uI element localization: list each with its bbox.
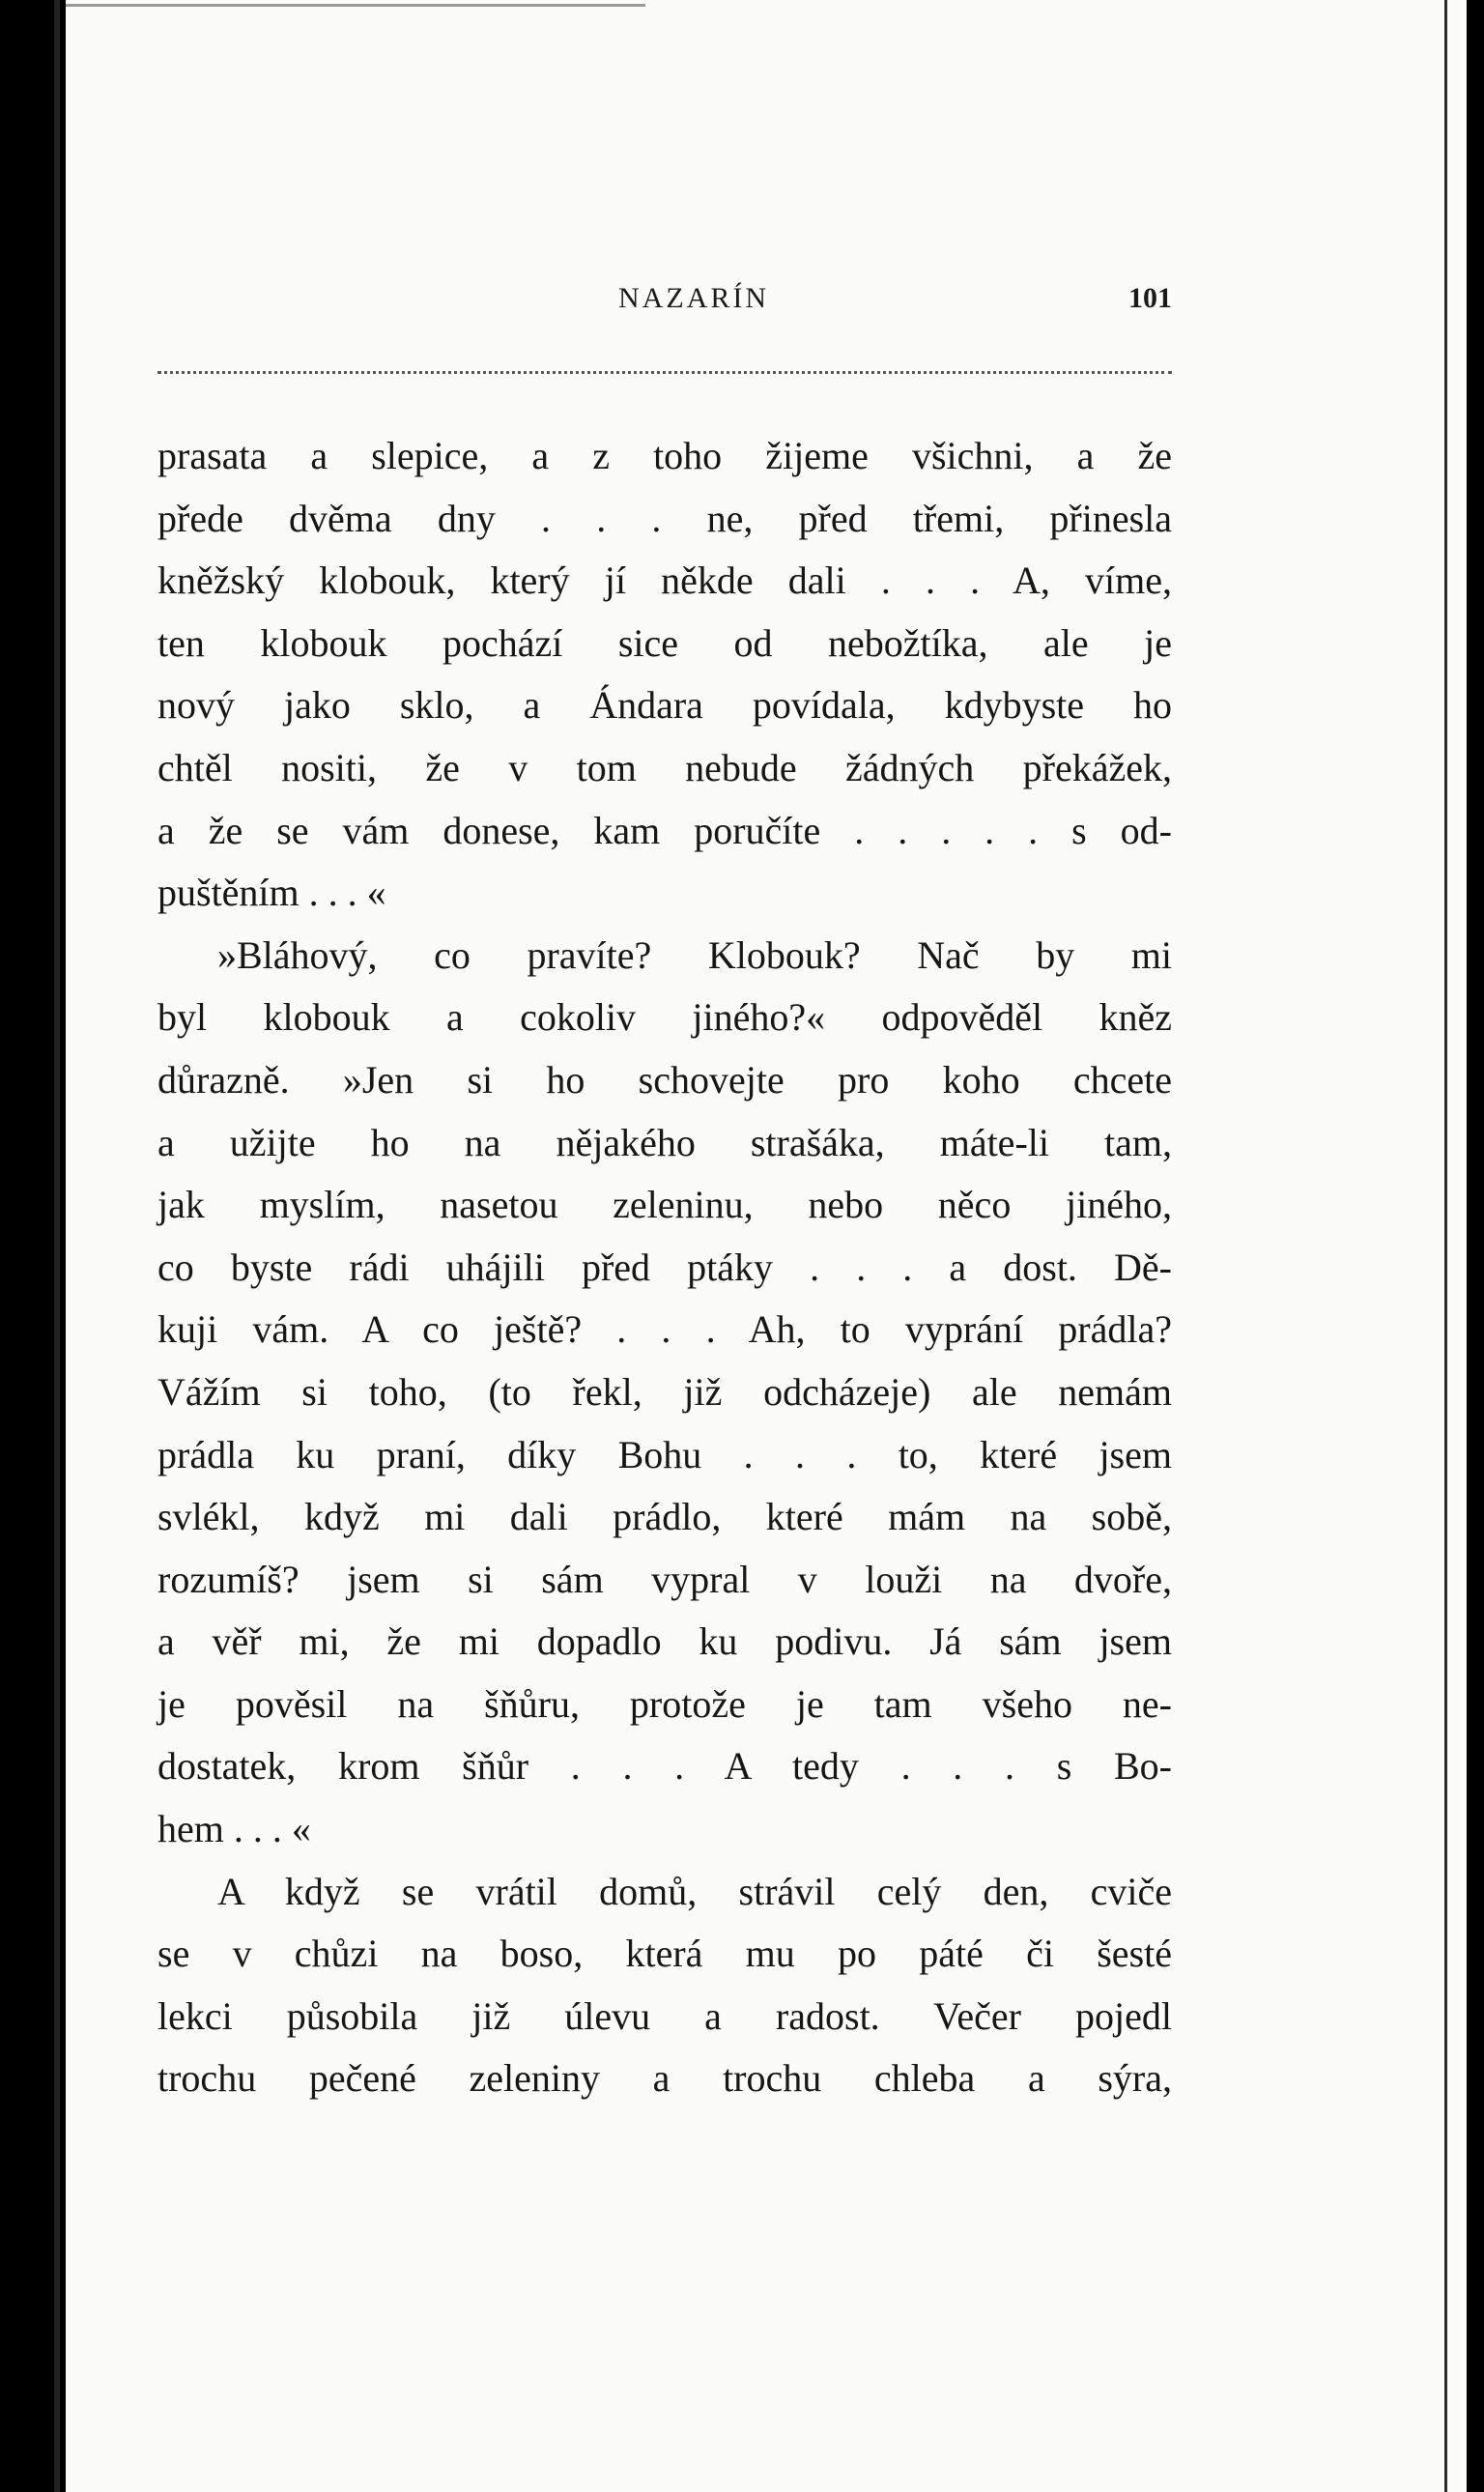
text-line: lekci působila již úlevu a radost. Večer pojedl	[157, 1993, 1172, 2038]
running-title: NAZARÍN	[618, 282, 769, 314]
text-line: je pověsil na šňůru, protože je tam všeho ne-	[157, 1681, 1172, 1726]
text-line: co byste rádi uhájili před ptáky . . . a dost. Dě-	[157, 1245, 1172, 1289]
text-line: se v chůzi na boso, která mu po páté či šesté	[157, 1932, 1172, 1976]
text-line: A když se vrátil domů, strávil celý den, cviče	[217, 1869, 1172, 1913]
text-line: chtěl nositi, že v tom nebude žádných překážek,	[157, 745, 1172, 789]
text-line: ten klobouk pochází sice od nebožtíka, ale je	[157, 620, 1172, 665]
text-line: trochu pečené zeleniny a trochu chleba a sýra,	[157, 2056, 1172, 2101]
text-line: nový jako sklo, a Ándara povídala, kdybyste ho	[157, 683, 1172, 728]
header-dotted-rule	[157, 371, 1172, 374]
page-gutter-edge	[54, 0, 60, 2492]
text-line: byl klobouk a cokoliv jiného?« odpověděl kněz	[157, 995, 1172, 1040]
text-line: a užijte ho na nějakého strašáka, máte-li tam,	[157, 1120, 1172, 1164]
text-line: hem . . . «	[157, 1807, 311, 1851]
page-number: 101	[1128, 282, 1172, 314]
text-line: a věř mi, že mi dopadlo ku podivu. Já sám jsem	[157, 1619, 1172, 1664]
text-line: puštěním . . . «	[157, 871, 386, 915]
text-line: dostatek, krom šňůr . . . A tedy . . . s Bo-	[157, 1744, 1172, 1789]
top-edge-shadow	[66, 4, 645, 18]
text-line: »Bláhový, co pravíte? Klobouk? Nač by mi	[217, 932, 1172, 977]
text-line: kuji vám. A co ještě? . . . Ah, to vyprání prádla?	[157, 1307, 1172, 1352]
body-text	[157, 425, 1172, 2110]
text-line: prasata a slepice, a z toho žijeme všichni, a že	[157, 434, 1172, 477]
text-line: rozumíš? jsem si sám vypral v louži na dvoře,	[157, 1557, 1172, 1601]
text-line: přede dvěma dny . . . ne, před třemi, přinesla	[157, 496, 1172, 540]
text-line: důrazně. »Jen si ho schovejte pro koho chcete	[157, 1057, 1172, 1102]
text-line: svlékl, když mi dali prádlo, které mám na sobě,	[157, 1495, 1172, 1539]
text-line: kněžský klobouk, který jí někde dali . . . A, víme,	[157, 559, 1172, 603]
text-line: a že se vám donese, kam poručíte . . . . . s od-	[157, 808, 1172, 852]
right-edge-line	[1444, 0, 1447, 2492]
text-line: Vážím si toho, (to řekl, již odcházeje) ale nemám	[157, 1369, 1172, 1414]
running-header	[157, 282, 1172, 321]
text-line: jak myslím, nasetou zeleninu, nebo něco jiného,	[157, 1183, 1172, 1227]
text-line: prádla ku praní, díky Bohu . . . to, které jsem	[157, 1432, 1172, 1476]
